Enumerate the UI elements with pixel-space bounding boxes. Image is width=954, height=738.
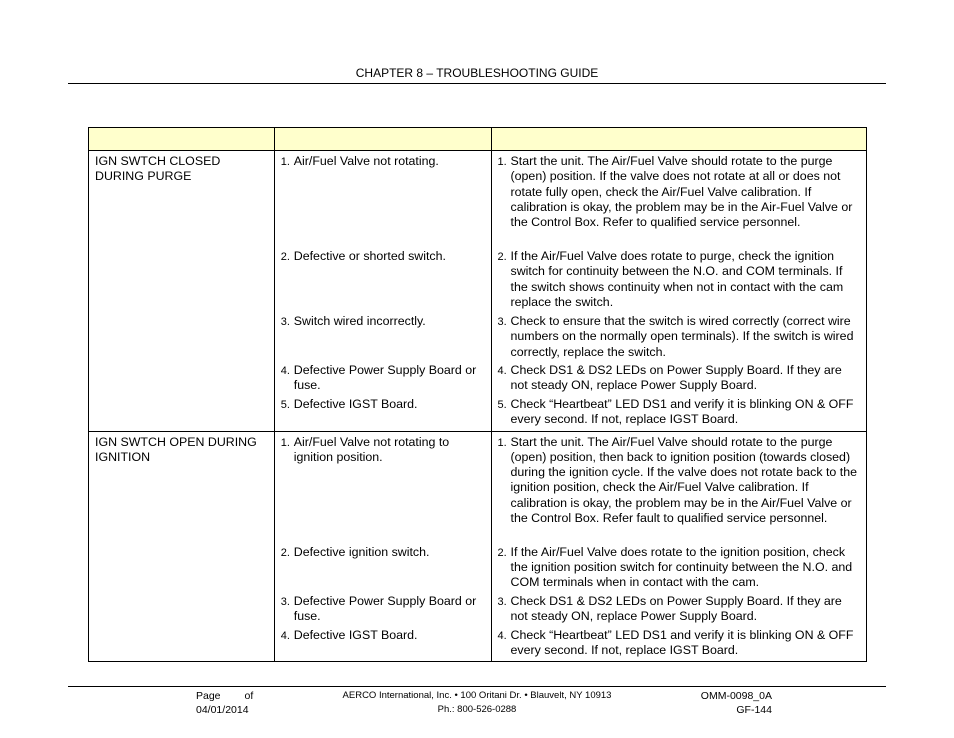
cause-text: Defective Power Supply Board or fuse.: [293, 363, 477, 393]
cause-number: 1.: [280, 436, 290, 449]
cause-number: 5.: [280, 399, 290, 411]
troubleshooting-table: [88, 127, 867, 662]
cause-text: Defective Power Supply Board or fuse.: [293, 593, 477, 623]
cause-number: 4.: [280, 365, 290, 377]
doc-number: OMM-0098_0A: [700, 690, 772, 702]
cause-text: Air/Fuel Valve not rotating.: [293, 154, 439, 168]
action-text: Check to ensure that the switch is wired correctly (correct wire numbers on the normally open terminals). If the switch is wired correctly, replace the switch.: [510, 314, 854, 359]
cause-number: 2.: [280, 546, 290, 559]
action-text: Check DS1 & DS2 LEDs on Power Supply Board. If they are not steady ON, replace Power Supply Board.: [510, 363, 842, 393]
action-text: Start the unit. The Air/Fuel Valve should rotate to the purge (open) position, then back to ignition position (towards closed) during the ignition cycle. If the valve does not rotate back to the ignition position, check the Air/Fuel Valve calibration. If calibration is okay, the problem may be in the Air/Fuel Valve or the Control Box. Refer fault to qualified service personnel.: [510, 434, 857, 526]
action-item: [498, 363, 860, 397]
action-number: 5.: [497, 399, 507, 411]
cause-item: [281, 363, 485, 397]
cause-item: [281, 154, 485, 249]
header-rule: [68, 83, 886, 84]
header-cell-action: [491, 128, 866, 151]
action-number: 2.: [497, 546, 507, 559]
action-text: Start the unit. The Air/Fuel Valve should rotate to the purge (open) position. If the valve does not rotate at all or does not rotate fully open, check the Air/Fuel Valve calibration. If calibration is okay, the problem may be in the Air-Fuel Valve or the Control Box. Refer to qualified service personnel.: [510, 154, 853, 230]
cause-text: Air/Fuel Valve not rotating to ignition position.: [293, 434, 450, 464]
header-cell-cause: [274, 128, 491, 151]
cause-cell: [274, 151, 491, 432]
cause-item: [281, 435, 485, 545]
action-item: [498, 435, 860, 545]
chapter-title: CHAPTER 8 – TROUBLESHOOTING GUIDE: [355, 66, 599, 80]
company-phone: Ph.: 800-526-0288: [437, 704, 517, 715]
action-item: [498, 594, 860, 628]
action-item: [498, 397, 860, 428]
action-cell: [491, 151, 866, 432]
cause-cell: [274, 431, 491, 662]
table-header-row: [89, 128, 867, 151]
action-text: Check DS1 & DS2 LEDs on Power Supply Board. If they are not steady ON, replace Power Supply Board.: [510, 593, 842, 623]
cause-item: [281, 249, 485, 314]
cause-text: Switch wired incorrectly.: [293, 314, 426, 328]
cause-text: Defective IGST Board.: [293, 397, 418, 411]
cause-number: 4.: [280, 629, 290, 642]
cause-number: 3.: [280, 595, 290, 608]
cause-number: 3.: [280, 316, 290, 328]
cause-text: Defective ignition switch.: [293, 544, 430, 559]
cause-item: [281, 314, 485, 363]
footer-date: 04/01/2014: [196, 704, 249, 716]
action-number: 4.: [497, 629, 507, 642]
action-number: 3.: [497, 595, 507, 608]
footer-page-info: [196, 689, 253, 717]
action-text: Check “Heartbeat” LED DS1 and verify it is blinking ON & OFF every second. If not, replace IGST Board.: [510, 627, 854, 657]
cause-item: [281, 628, 485, 644]
action-cell: [491, 431, 866, 662]
symptom-cell: [89, 151, 275, 432]
action-number: 3.: [497, 316, 507, 328]
action-item: [498, 628, 860, 659]
action-number: 2.: [497, 251, 507, 263]
cause-item: [281, 545, 485, 594]
action-text: If the Air/Fuel Valve does rotate to purge, check the ignition switch for continuity between the N.O. and COM terminals. If the switch shows continuity when not in contact with the cam replace the switch.: [510, 249, 844, 309]
cause-number: 1.: [280, 156, 290, 168]
page-label: Page: [196, 690, 221, 702]
table-row: [89, 151, 867, 432]
symptom-cell: [89, 431, 275, 662]
footer-company: [336, 689, 618, 717]
cause-item: [281, 594, 485, 628]
action-number: 4.: [497, 365, 507, 377]
page-number-row: [196, 689, 253, 703]
cause-number: 2.: [280, 251, 290, 263]
action-item: [498, 249, 860, 314]
action-text: If the Air/Fuel Valve does rotate to the ignition position, check the ignition position switch for continuity between the N.O. and COM terminals when in contact with the cam.: [510, 544, 853, 590]
of-label: of: [244, 690, 254, 702]
symptom-text: IGN SWTCH OPEN DURING IGNITION: [95, 434, 257, 464]
symptom-text: IGN SWTCH CLOSED DURING PURGE: [95, 154, 221, 184]
action-item: [498, 545, 860, 594]
cause-text: Defective or shorted switch.: [293, 249, 446, 263]
action-item: [498, 154, 860, 249]
action-text: Check “Heartbeat” LED DS1 and verify it is blinking ON & OFF every second. If not, replace IGST Board.: [510, 397, 854, 427]
cause-item: [281, 397, 485, 413]
header-cell-symptom: [89, 128, 275, 151]
action-number: 1.: [497, 436, 507, 449]
company-line: AERCO International, Inc. • 100 Oritani Dr. • Blauvelt, NY 10913: [342, 690, 612, 701]
footer-doc-info: [686, 689, 772, 717]
action-item: [498, 314, 860, 363]
gf-number: GF-144: [736, 704, 772, 716]
action-number: 1.: [497, 156, 507, 168]
footer-rule: [68, 686, 886, 687]
cause-text: Defective IGST Board.: [293, 627, 418, 642]
table-row: [89, 431, 867, 662]
